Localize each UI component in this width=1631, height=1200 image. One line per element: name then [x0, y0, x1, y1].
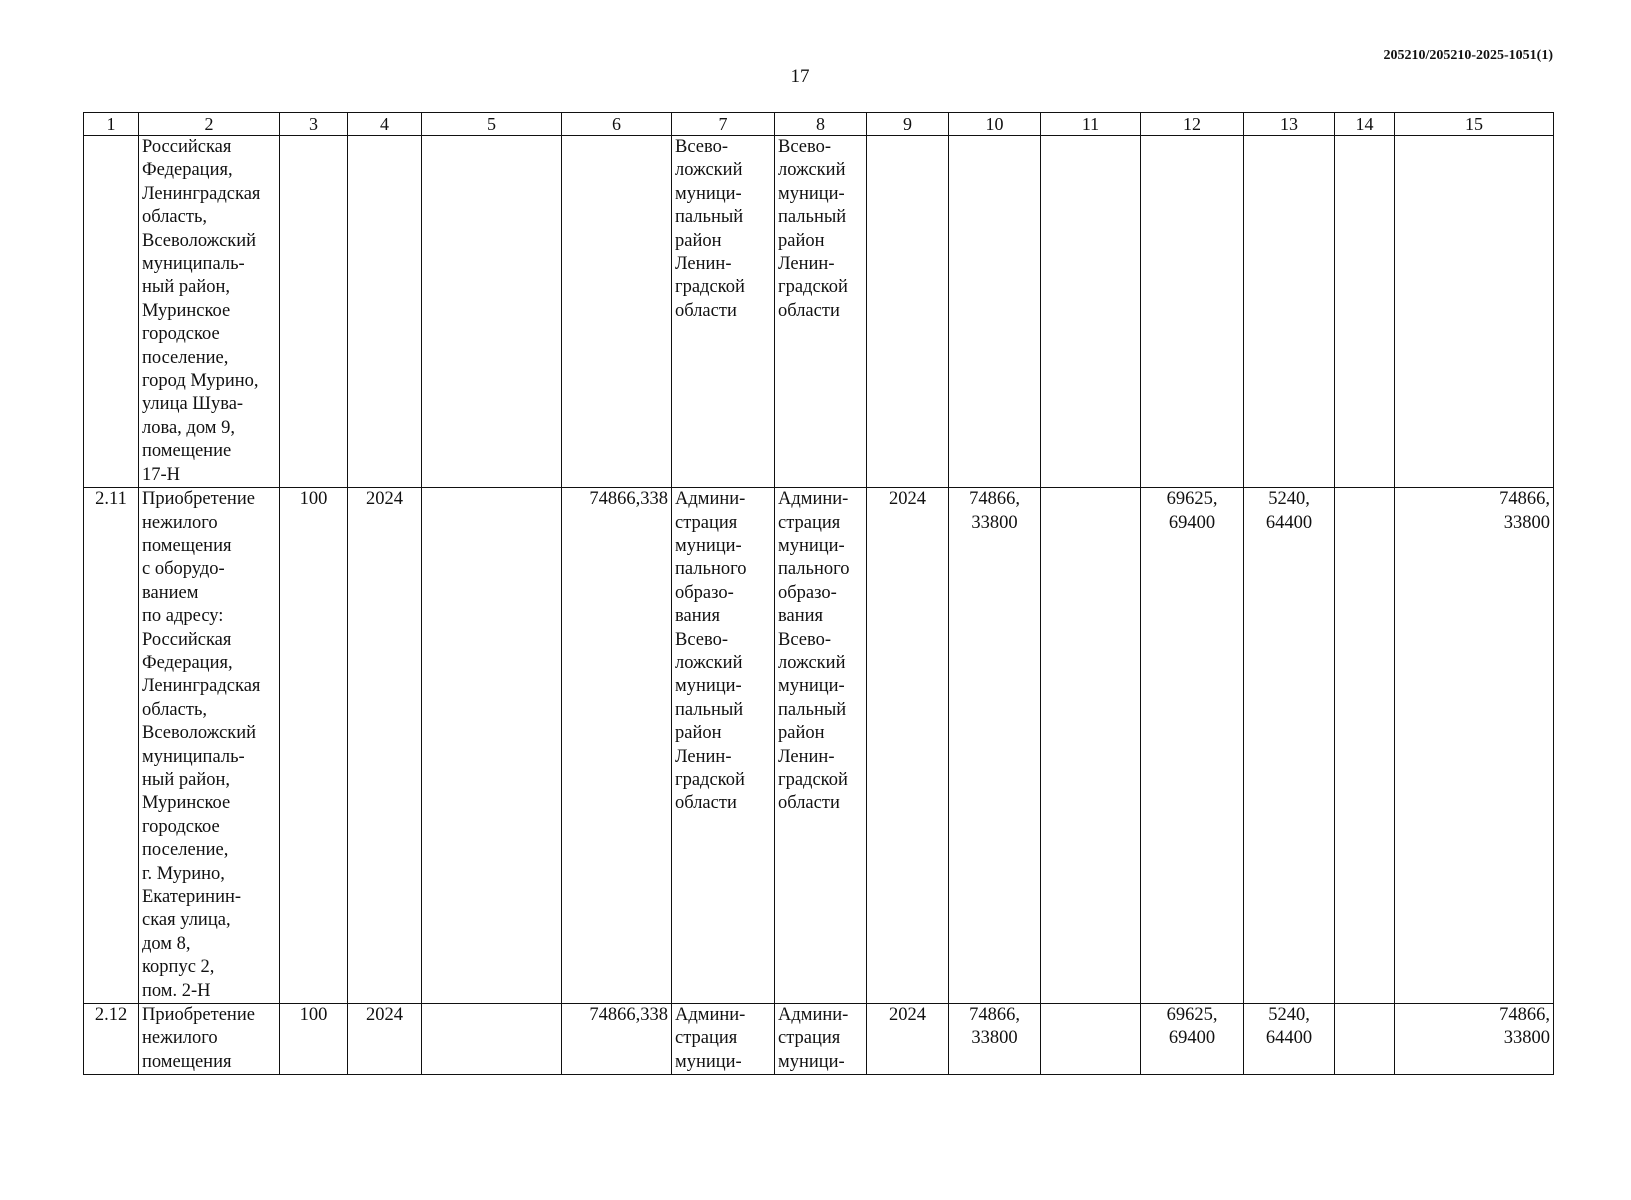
cell-c8: Админи- страция муници- пального образо- вания Всево- ложский муници- пальный район Ленин- градской области — [775, 488, 867, 1004]
cell-c10: 74866, 33800 — [949, 1004, 1041, 1075]
cell-c8: Всево- ложский муници- пальный район Ленин- градской области — [775, 136, 867, 488]
cell-c11 — [1041, 136, 1141, 488]
cell-address: Приобретение нежилого помещения с оборудо- ванием по адресу: Российская Федерация, Ленинградская область, Всеволожский муниципаль- ный район, Муринское городское поселение, г. Мурино, Екатеринин- ская улица, дом 8, корпус 2, пом. 2-Н — [139, 488, 280, 1004]
cell-c15: 74866, 33800 — [1395, 1004, 1554, 1075]
cell-c12 — [1141, 136, 1244, 488]
cell-c6: 74866,338 — [562, 1004, 672, 1075]
cell-c13: 5240, 64400 — [1244, 1004, 1335, 1075]
cell-c4: 2024 — [348, 1004, 422, 1075]
cell-address: Приобретение нежилого помещения — [139, 1004, 280, 1075]
cell-c5 — [422, 136, 562, 488]
cell-c15: 74866, 33800 — [1395, 488, 1554, 1004]
data-table — [83, 112, 1554, 1075]
column-header: 6 — [562, 113, 672, 136]
column-header: 10 — [949, 113, 1041, 136]
cell-c14 — [1335, 136, 1395, 488]
cell-c15 — [1395, 136, 1554, 488]
cell-c13 — [1244, 136, 1335, 488]
cell-c7: Админи- страция муници- — [672, 1004, 775, 1075]
table-header-row — [84, 113, 1554, 136]
column-header: 1 — [84, 113, 139, 136]
cell-number: 2.11 — [84, 488, 139, 1004]
cell-address: Российская Федерация, Ленинградская область, Всеволожский муниципаль- ный район, Муринское городское поселение, город Мурино, улица Шува- лова, дом 9, помещение 17-Н — [139, 136, 280, 488]
cell-c14 — [1335, 1004, 1395, 1075]
column-header: 8 — [775, 113, 867, 136]
cell-c7: Всево- ложский муници- пальный район Ленин- градской области — [672, 136, 775, 488]
cell-c3: 100 — [280, 1004, 348, 1075]
cell-c9: 2024 — [867, 1004, 949, 1075]
cell-c12: 69625, 69400 — [1141, 488, 1244, 1004]
cell-c5 — [422, 488, 562, 1004]
cell-c10: 74866, 33800 — [949, 488, 1041, 1004]
column-header: 3 — [280, 113, 348, 136]
column-header: 15 — [1395, 113, 1554, 136]
cell-c14 — [1335, 488, 1395, 1004]
cell-c8: Админи- страция муници- — [775, 1004, 867, 1075]
column-header: 14 — [1335, 113, 1395, 136]
column-header: 9 — [867, 113, 949, 136]
table-row — [84, 1004, 1554, 1075]
cell-c9 — [867, 136, 949, 488]
cell-c12: 69625, 69400 — [1141, 1004, 1244, 1075]
cell-c9: 2024 — [867, 488, 949, 1004]
cell-c10 — [949, 136, 1041, 488]
cell-c5 — [422, 1004, 562, 1075]
cell-number — [84, 136, 139, 488]
page-number: 17 — [790, 66, 810, 87]
cell-c7: Админи- страция муници- пального образо- вания Всево- ложский муници- пальный район Ленин- градской области — [672, 488, 775, 1004]
document-id: 205210/205210-2025-1051(1) — [1383, 48, 1553, 63]
cell-c3 — [280, 136, 348, 488]
column-header: 13 — [1244, 113, 1335, 136]
cell-c13: 5240, 64400 — [1244, 488, 1335, 1004]
table-row — [84, 136, 1554, 488]
column-header: 2 — [139, 113, 280, 136]
cell-number: 2.12 — [84, 1004, 139, 1075]
column-header: 11 — [1041, 113, 1141, 136]
column-header: 12 — [1141, 113, 1244, 136]
cell-c4: 2024 — [348, 488, 422, 1004]
column-header: 5 — [422, 113, 562, 136]
cell-c6: 74866,338 — [562, 488, 672, 1004]
cell-c3: 100 — [280, 488, 348, 1004]
cell-c6 — [562, 136, 672, 488]
table-row — [84, 488, 1554, 1004]
cell-c11 — [1041, 488, 1141, 1004]
column-header: 7 — [672, 113, 775, 136]
cell-c11 — [1041, 1004, 1141, 1075]
cell-c4 — [348, 136, 422, 488]
column-header: 4 — [348, 113, 422, 136]
